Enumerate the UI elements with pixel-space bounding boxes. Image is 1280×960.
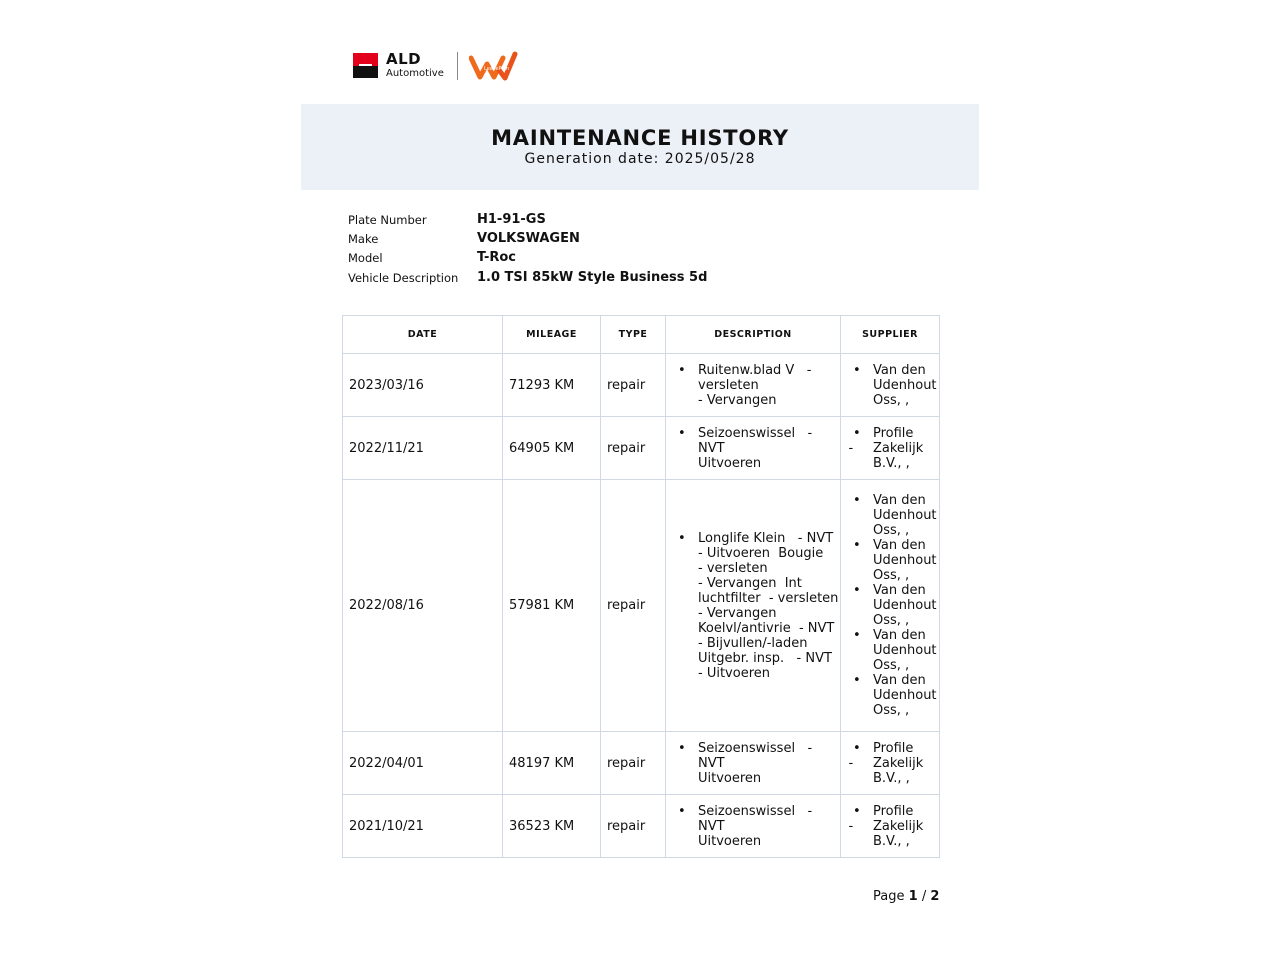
description-line: Uitvoeren (698, 833, 762, 849)
description-line: - Uitvoeren (698, 665, 770, 681)
maintenance-table (342, 315, 940, 858)
supplier-line: Udenhout (873, 508, 937, 523)
supplier-item (847, 538, 937, 583)
supplier-line: Zakelijk (873, 440, 924, 456)
description-item (672, 803, 854, 849)
supplier-line: Udenhout (873, 598, 937, 613)
table-row (343, 732, 940, 795)
description-item (672, 740, 854, 786)
table-row (343, 417, 940, 480)
description-line: NVT - (698, 755, 854, 771)
description-line: - Vervangen Int (698, 575, 802, 591)
column-header-type: TYPE (601, 316, 666, 354)
supplier-line: • Van den (873, 493, 926, 508)
description-item (672, 425, 854, 471)
cell-type: repair (601, 795, 666, 858)
supplier-line: Oss, , (873, 658, 910, 673)
supplier-line: Udenhout (873, 643, 937, 658)
vehicle-info-value: H1-91-GS (477, 212, 546, 227)
ald-logo-text: ALD (386, 50, 422, 68)
supplier-item (847, 426, 933, 471)
cell-description (666, 354, 841, 417)
description-item (672, 363, 834, 408)
cell-supplier (841, 480, 940, 732)
cell-date: 2022/04/01 (343, 732, 503, 795)
cell-type: repair (601, 354, 666, 417)
description-line: Uitgebr. insp. - NVT (698, 650, 832, 666)
description-line: Koelvl/antivrie - NVT (698, 620, 835, 636)
vehicle-info-label: Vehicle Description (348, 271, 459, 285)
logo-group (353, 50, 523, 82)
page-separator: / (921, 889, 927, 904)
description-line: - Vervangen (698, 605, 777, 621)
supplier-line: • Profile (873, 425, 914, 441)
supplier-line: Zakelijk (873, 818, 924, 834)
supplier-line: Zakelijk (873, 755, 924, 771)
vehicle-info-value: VOLKSWAGEN (477, 231, 580, 246)
supplier-line: Udenhout (873, 553, 937, 568)
cell-mileage: 48197 KM (503, 732, 601, 795)
supplier-item (847, 673, 937, 718)
description-line: Uitvoeren (698, 770, 762, 786)
description-line: • Seizoenswissel - (698, 803, 813, 819)
cell-description (666, 417, 854, 480)
supplier-line: • Van den (873, 673, 926, 688)
document-title: MAINTENANCE HISTORY (491, 126, 789, 150)
column-header-supplier: SUPPLIER (841, 316, 940, 354)
supplier-item (847, 362, 937, 408)
description-line: - Vervangen (698, 392, 777, 408)
cell-date: 2022/08/16 (343, 480, 503, 732)
supplier-line: • Van den (873, 628, 926, 643)
generation-date: Generation date: 2025/05/28 (524, 151, 756, 167)
description-item (672, 530, 839, 681)
supplier-line: Oss, , (873, 568, 910, 583)
vehicle-info-label: Make (348, 232, 379, 246)
cell-mileage: 36523 KM (503, 795, 601, 858)
description-line: NVT - (698, 440, 854, 456)
description-line: - Bijvullen/-laden (698, 635, 808, 651)
description-line: NVT - (698, 818, 854, 834)
cell-supplier (841, 795, 940, 858)
table-header-row (343, 316, 940, 354)
cell-mileage: 64905 KM (503, 417, 601, 480)
table-row (343, 480, 940, 732)
logo-divider (457, 52, 458, 80)
vehicle-info-value: 1.0 TSI 85kW Style Business 5d (477, 270, 708, 285)
cell-description (666, 795, 854, 858)
description-line: luchtfilter - versleten (698, 590, 839, 606)
supplier-line: • Van den (873, 538, 926, 553)
cell-supplier (841, 417, 940, 480)
supplier-line: Udenhout (873, 688, 937, 703)
table-row (343, 795, 940, 858)
page-label: Page (873, 889, 905, 904)
cell-mileage: 57981 KM (503, 480, 601, 732)
supplier-line: • Van den (873, 583, 926, 598)
supplier-line: Oss, , (873, 703, 910, 718)
cell-type: repair (601, 417, 666, 480)
table-row (343, 354, 940, 417)
cell-date: 2022/11/21 (343, 417, 503, 480)
description-line: versleten (698, 377, 759, 393)
cell-type: repair (601, 480, 666, 732)
leaseplan-logo (469, 50, 519, 82)
supplier-item (847, 804, 933, 849)
supplier-line: Udenhout (873, 377, 937, 393)
column-header-date: DATE (343, 316, 503, 354)
cell-description (666, 480, 841, 732)
supplier-line: Oss, , (873, 613, 910, 628)
ald-logo-subtext: Automotive (386, 68, 444, 79)
supplier-line: B.V., , (873, 455, 910, 471)
svg-text:LeasePlan: LeasePlan (484, 66, 510, 72)
column-header-mileage: MILEAGE (503, 316, 601, 354)
cell-date: 2021/10/21 (343, 795, 503, 858)
description-line: Uitvoeren (698, 455, 762, 471)
cell-supplier (841, 354, 940, 417)
supplier-line: Oss, , (873, 392, 910, 408)
cell-description (666, 732, 854, 795)
supplier-item (847, 741, 933, 786)
supplier-item (847, 493, 937, 538)
description-line: • Ruitenw.blad V - (698, 362, 812, 378)
ald-logo-mark (353, 53, 378, 78)
vehicle-info-value: T-Roc (477, 250, 516, 265)
page-total: 2 (930, 889, 940, 904)
supplier-line: • Profile (873, 740, 914, 756)
column-header-description: DESCRIPTION (666, 316, 841, 354)
title-banner (301, 104, 979, 190)
description-line: - Uitvoeren Bougie (698, 545, 824, 561)
cell-mileage: 71293 KM (503, 354, 601, 417)
supplier-line: B.V., , (873, 770, 910, 786)
supplier-line: • Profile (873, 803, 914, 819)
description-line: - versleten (698, 560, 768, 576)
description-line: • Seizoenswissel - (698, 425, 813, 441)
supplier-line: • Van den (873, 362, 926, 378)
supplier-line: Oss, , (873, 523, 910, 538)
description-line: • Longlife Klein - NVT (698, 530, 834, 546)
description-line: • Seizoenswissel - (698, 740, 813, 756)
cell-type: repair (601, 732, 666, 795)
vehicle-info-label: Plate Number (348, 213, 427, 227)
page-indicator (873, 889, 939, 904)
supplier-item (847, 583, 937, 628)
page-current: 1 (908, 889, 918, 904)
cell-date: 2023/03/16 (343, 354, 503, 417)
vehicle-info-label: Model (348, 251, 383, 265)
cell-supplier (841, 732, 940, 795)
supplier-item (847, 628, 937, 673)
supplier-line: B.V., , (873, 833, 910, 849)
